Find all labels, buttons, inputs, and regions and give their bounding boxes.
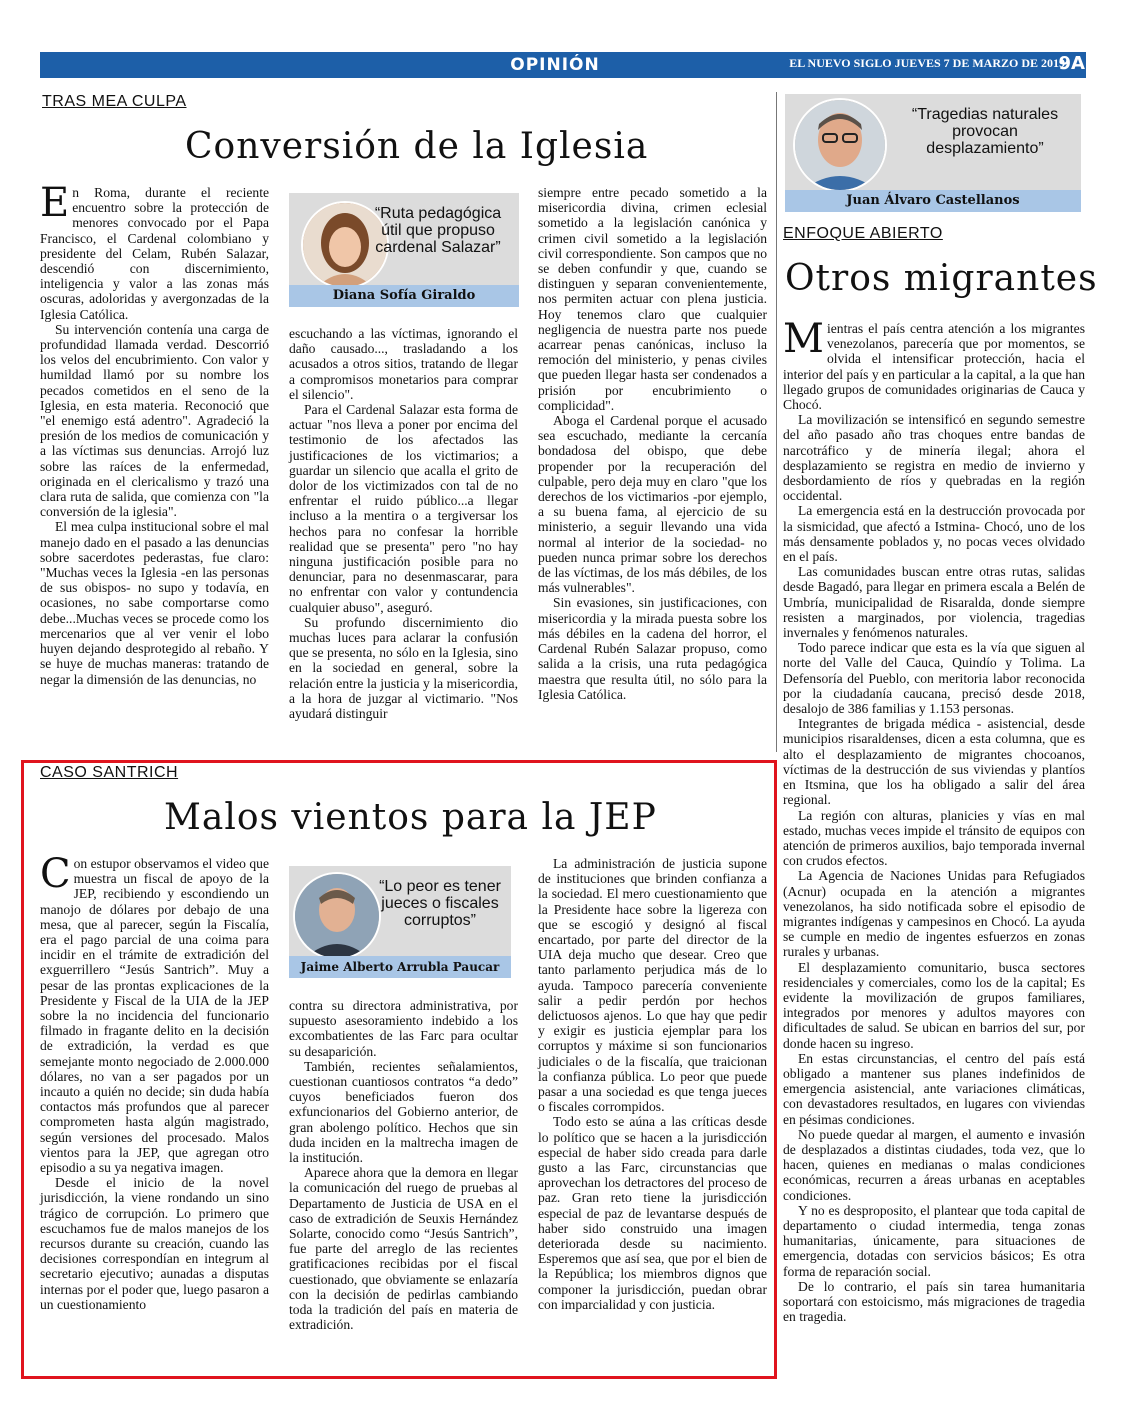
dropcap: E	[40, 180, 70, 226]
paragraph: on estupor observamos el video que muestra un fiscal de apoyo de la JEP, recibiendo y escondiendo un manojo de dólares por debajo de una mesa, que al parecer, según la Fiscalía, era el pago parcial de una coima para incidir en el trámite de extradición del exguerrillero “Jesús Santrich”. Muy a pesar de las prontas explicaciones de la Presidente y Fiscal de la UIA de la JEP sobre la no incidencia del funcionario filmado in fragante delito en la decisión de extradición, la verdad es que semejante monto negociado de 2.000.000 dólares, no van a ser pagados por un incauto a quién no decide; sin duda había contactos más profundos que al parecer comprometen hasta algún magistrado, según versiones del procesado. Malos vientos para la JEP, que agregan otro episodio a su ya negativa imagen.	[40, 856, 269, 1176]
masthead-date: EL NUEVO SIGLO JUEVES 7 DE MARZO DE 2019	[789, 56, 1065, 70]
section-title: OPINIÓN	[510, 55, 600, 75]
article1-author: Diana Sofía Giraldo	[289, 285, 519, 307]
paragraph: contra su directora administrativa, por supuesto asesoramiento indebido a los excombatientes de las Farc para ocultar su desaparición.	[289, 998, 518, 1059]
article2-headline: Malos vientos para la JEP	[164, 797, 657, 838]
paragraph: También, recientes señalamientos, cuestionan cuantiosos contratos “a dedo” cuyos beneficiados fueron dos exfuncionarios del Gobierno anterior, de gran abolengo político. Hechos que sin duda inciden en la maltrecha imagen de la institución.	[289, 1058, 518, 1166]
paragraph: Su intervención contenía una carga de profundidad llamada verdad. Descorrió los velos del encubrimiento. Con valor y humildad llamó por su nombre los pecados cometidos en el seno de la Iglesia, en esta materia. Reconoció que "el enemigo está adentro". Agradeció la presión de los medios de comunicación y a las víctimas sus denuncias. Arrojó luz sobre las raíces de la enfermedad, originada en el clericalismo y trazó una clara ruta de salida, que comienza con "la conversión de la iglesia".	[40, 321, 269, 520]
paragraph: n Roma, durante el reciente encuentro sobre la protección de menores convocado por el Papa Francisco, el Cardenal colombiano y presidente del Celam, Rubén Salazar, descendió con discernimiento, inteligencia y valor a las zonas más oscuras, adoloridas y avergonzadas de la Iglesia Católica.	[40, 185, 269, 322]
author-photo	[293, 872, 381, 960]
dropcap: M	[783, 316, 824, 362]
article1-quote: “Ruta pedagógica útil que propuso cardenal Salazar”	[374, 205, 502, 256]
article2-column-2	[289, 998, 518, 1332]
paragraph: En estas circunstancias, el centro del país está obligado a mantener sus planes indefinidos de emergencia asistencial, ante variaciones climáticas, con devastadores resultados, en lugares con viviendas en pésimas condiciones.	[783, 1050, 1085, 1127]
article1-pullquote-box	[289, 193, 519, 307]
paragraph: La Agencia de Naciones Unidas para Refugiados (Acnur) ocupada en la atención a migrantes venezolanos, ha sido notificada sobre el episodio de migrantes indígenas y campesinos en Chocó. La ayuda se cumple en medio de ingentes esfuerzos en zonas rurales y urbanas.	[783, 868, 1085, 960]
paragraph: No puede quedar al margen, el aumento e invasión de desplazados a distintas ciudades, toda vez, que lo hacen, quienes en medianas o malas condiciones económicas, recurren a áreas urbanas en aceptables condiciones.	[783, 1126, 1085, 1203]
article3-column	[783, 316, 1085, 1325]
paragraph: Desde el inicio de la novel jurisdicción, la viene rondando un sino trágico de corrupción. Lo primero que escuchamos fue de malos manejos de los recursos durante su creación, cuando las decisiones correspondían en integrum al secretario ejecutivo; aunadas a disputas internas por el poder que, luego pasaron a un cuestionamiento	[40, 1175, 269, 1312]
paragraph: De lo contrario, el país sin tarea humanitaria soportará con estoicismo, más migraciones de tragedia en tragedia.	[783, 1278, 1085, 1325]
paragraph: Para el Cardenal Salazar esta forma de actuar "nos lleva a poner por encima del testimonio de los afectados las justificaciones de los victimarios; a guardar un silencio que acalla el grito de dolor de los victimizados con tal de no enfrentar el ruido público...a llegar incluso a la mentira o a tergiversar los hechos para no confesar la horrible realidad que se presenta" pero "no hay ninguna justificación posible para no denunciar, para no desenmascarar, para no enfrentar con valor y contundencia cualquier abuso", aseguró.	[289, 402, 518, 615]
article3-author: Juan Álvaro Castellanos	[785, 190, 1081, 212]
article3-pullquote-box	[785, 94, 1081, 212]
paragraph: escuchando a las víctimas, ignorando el daño causado..., trasladando a los acusados a otros sitios, tratando de llegar a compromisos monetarios para comprar el silencio".	[289, 326, 518, 402]
article2-quote: “Lo peor es tener jueces o fiscales corruptos”	[379, 878, 501, 929]
article2-pullquote-box	[289, 866, 511, 978]
paragraph: Las comunidades buscan entre otras rutas, salidas desde Bagadó, para llegar en primera escala a Belén de Umbría, municipalidad de Risaralda, donde siempre resisten a marginados, por violencia, tragedias invernales y fenómenos naturales.	[783, 564, 1085, 641]
author-photo-icon	[295, 874, 379, 958]
article3-kicker: ENFOQUE ABIERTO	[783, 225, 943, 242]
article1-column-1	[40, 180, 269, 687]
paragraph: siempre entre pecado sometido a la misericordia divina, crimen eclesial sometido a la legislación canónica y crimen civil sometido a la legislación civil correspondiente. Son campos que no se deben confundir y que, cuando se distinguen y separan convenientemente, nos permiten actuar con plena justicia. Hoy tenemos claro que cualquier negligencia de nuestra parte nos puede acarrear penas canónicas, incluso la remoción del ministerio, y penas civiles que pueden llegar hasta ser condenados a prisión por encubrimiento o complicidad".	[538, 185, 767, 413]
page-number: 9A	[1058, 53, 1085, 74]
paragraph: La movilización se intensificó en segundo semestre del año pasado año tras choques entre bandas de narcotráfico y de minería ilegal; ahora el desplazamiento se registra en medio de invierno y desbordamiento de ríos y quebradas en la región occidental.	[783, 412, 1085, 504]
paragraph: Todo parece indicar que esta es la vía que siguen al norte del Valle del Cauca, Quindío y Tolima. La Defensoría del Pueblo, con meritoria labor reconocida por la ciudadanía caucana, precisó desde 2018, desalojo de 386 familias y 1.153 personas.	[783, 640, 1085, 717]
dropcap: C	[40, 851, 71, 897]
article1-column-3	[538, 185, 767, 702]
paragraph: El desplazamiento comunitario, busca sectores residenciales y comerciales, como los de la capital; Es evidente la movilización de grupos familiares, integrados por menores y adultos mayores con dificultades de salud. Se ubican en barrios del sur, por donde hacen su ingreso.	[783, 959, 1085, 1051]
paragraph: La administración de justicia supone de instituciones que brinden confianza a la sociedad. El mero cuestionamiento que la Presidente hace sobre la ligereza con que se escogió y designó al fiscal encartado, por parte del director de la UIA deja mucho que desear. Creo que tanto parlamento perjudica más de lo ayuda. Tampoco parecería conveniente salir a pedir perdón por hechos delictuosos ajenos. Lo que hay que pedir y exigir es justicia ejemplar para los corruptos y máxime si son funcionarios judiciales o de la fiscalía, que traicionan la confianza pública. Lo peor que puede pasar a una sociedad es que tenga jueces o fiscales corrompidos.	[538, 856, 767, 1115]
paragraph: Aboga el Cardenal porque el acusado sea escuchado, mediante la cercanía bondadosa del obispo, que debe propender por la recuperación del culpable, pero deja muy en claro "que los derechos de los victimarios -por ejemplo, a su buena fama, al ejercicio de su ministerio, a seguir llevando una vida normal al interior de la sociedad- no pueden nunca primar sobre los derechos de las víctimas, de los más débiles, de los más vulnerables".	[538, 413, 767, 596]
article1-column-2	[289, 326, 518, 721]
article2-author: Jaime Alberto Arrubla Paucar	[289, 956, 511, 978]
article2-column-1	[40, 851, 269, 1312]
column-divider	[776, 92, 777, 752]
article2-kicker: CASO SANTRICH	[40, 764, 179, 781]
article1-headline: Conversión de la Iglesia	[185, 126, 649, 167]
paragraph: La región con alturas, planicies y vías en mal estado, muchas veces impide el tránsito de equipos con atención de primeros auxilios, bajo temporada invernal con crudos efectos.	[783, 807, 1085, 869]
article2-column-3	[538, 856, 767, 1312]
article3-headline: Otros migrantes	[785, 258, 1098, 299]
paragraph: ientras el país centra atención a los migrantes venezolanos, parecería que por momentos, se olvida el intensificar protección, hacia el interior del país y en particular a la capital, a la que han llegado grupos de comunidades originarias de Cauca y Chocó.	[783, 321, 1085, 413]
author-photo-icon	[795, 100, 885, 190]
paragraph: El mea culpa institucional sobre el mal manejo dado en el pasado a las denuncias sobre sacerdotes pederastas, fue claro: "Muchas veces la Iglesia -en las personas de sus obispos- no supo y todavía, en ocasiones, no sabe comportarse como debe...Muchas veces se procede como los mercenarios que al ver venir el lobo huyen dejando desprotegido al rebaño. Y se huye de muchas maneras: tratando de negar la dimensión de las denuncias, no	[40, 519, 269, 687]
paragraph: Y no es desproposito, el plantear que toda capital de departamento o ciudad intermedia, tenga zonas humanitarias, únicamente, para situaciones de emergencia, dotadas con servicios básicos; Es otra forma de reparación social.	[783, 1202, 1085, 1279]
paragraph: Todo esto se aúna a las críticas desde lo político que se hacen a la jurisdicción especial de haber sido creada para darle gusto a las Farc, circunstancias que aprovechan los detractores del proceso de paz. Gran reto tiene la jurisdicción especial de paz de levantarse después de haber sido construido una imagen deteriorada desde su nacimiento. Esperemos que así sea, que por el bien de la República; los miembros dignos que componer la jurisdicción, puedan obrar con imparcialidad y con justicia.	[538, 1114, 767, 1312]
paragraph: Integrantes de brigada médica - asistencial, desde municipios risaraldenses, dicen a esta columna, que es alto el desplazamiento de migrantes chocoanos, víctimas de la destrucción de sus viviendas y plantíos en Itsmina, que los ha obligado a salir del área regional.	[783, 716, 1085, 808]
article1-kicker: TRAS MEA CULPA	[42, 93, 187, 110]
paragraph: Aparece ahora que la demora en llegar la comunicación del ruego de pruebas al Departamento de Justicia de USA en el caso de extradición de Seuxis Hernández Solarte, conocido como “Jesús Santrich”, fue parte del arreglo de las recientes gratificaciones recibidas por el fiscal cuestionado, que obviamente se enlazaría con la decisión de pedirlas cambiando toda la tradición del país en materia de extradición.	[289, 1165, 518, 1333]
paragraph: Su profundo discernimiento dio muchas luces para aclarar la confusión que se presenta, no sólo en la Iglesia, sino en la sociedad en general, sobre la relación entre la justicia y la misericordia, a la hora de juzgar al victimario. "Nos ayudará distinguir	[289, 614, 518, 722]
article3-quote: “Tragedias naturales provocan desplazamiento”	[911, 106, 1059, 157]
paragraph: La emergencia está en la destrucción provocada por la sismicidad, que afectó a Istmina- Chocó, uno de los más densamente poblados y, no pocas veces olvidado en el país.	[783, 503, 1085, 565]
author-photo	[793, 98, 887, 192]
paragraph: Sin evasiones, sin justificaciones, con misericordia y la mirada puesta sobre los más débiles en la cadena del horror, el Cardenal Rubén Salazar propuso, como salida a la crisis, una ruta pedagógica maestra que resulta útil, no sólo para la Iglesia Católica.	[538, 595, 767, 702]
